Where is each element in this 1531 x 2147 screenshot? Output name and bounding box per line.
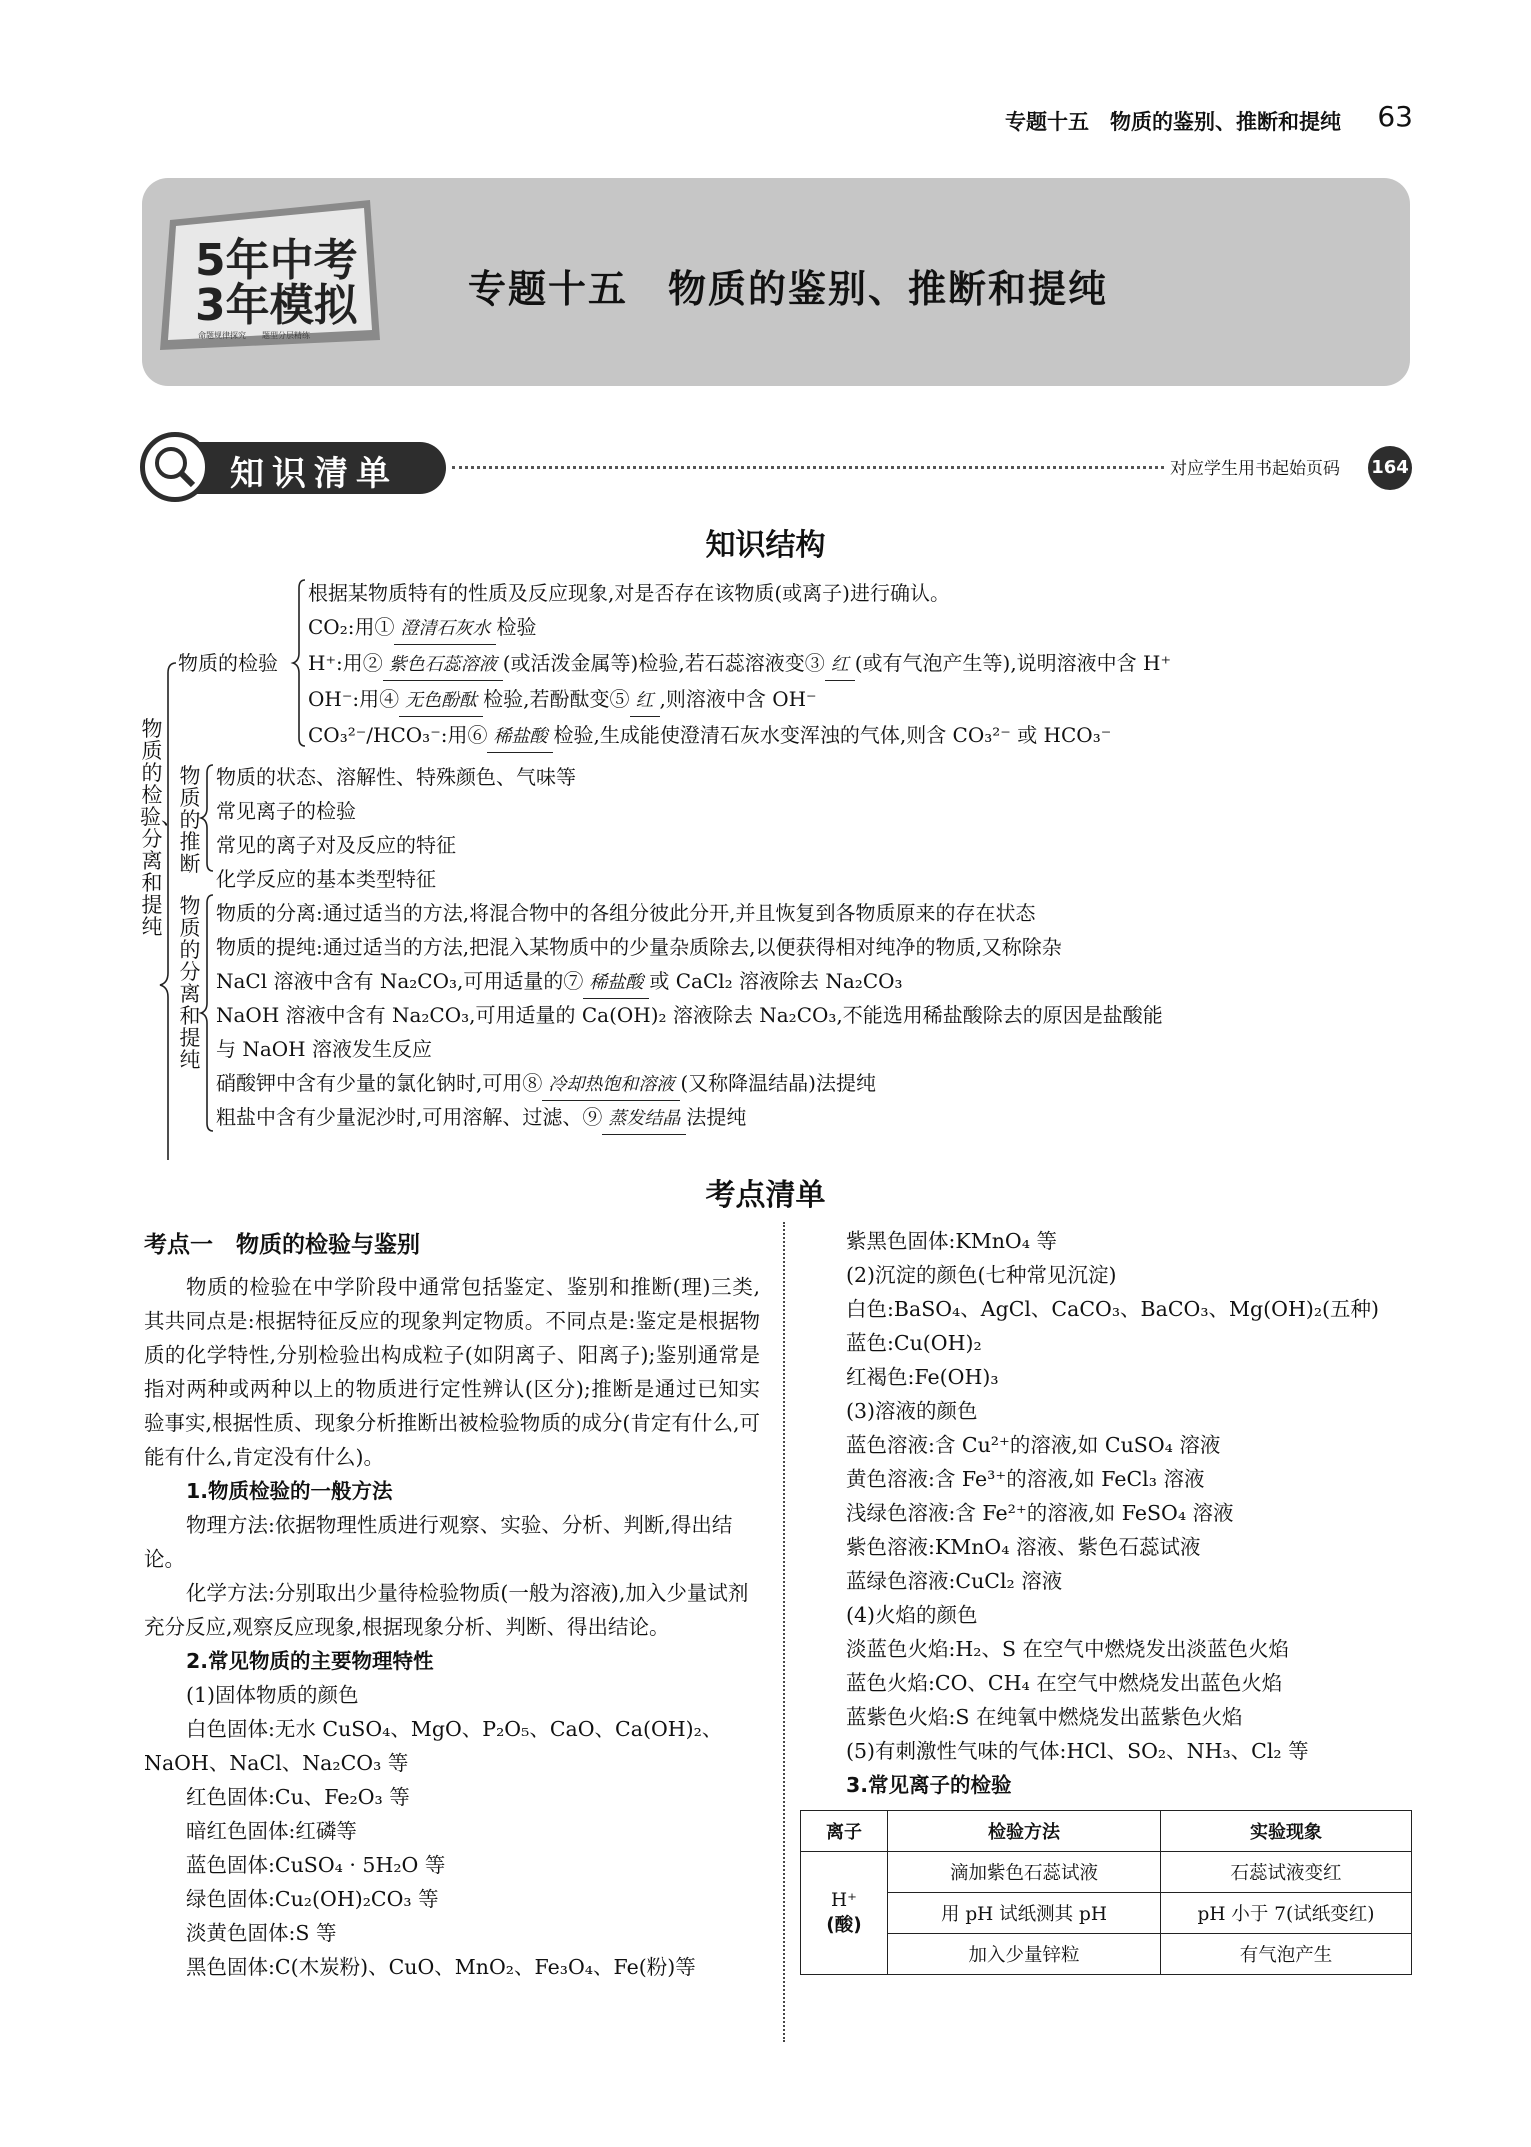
tree-root-label: 物质的检验、分离和提纯 xyxy=(140,717,182,939)
paragraph: 黑色固体:C(木炭粉)、CuO、MnO₂、Fe₃O₄、Fe(粉)等 xyxy=(186,1955,696,1979)
table-cell: 石蕊试液变红 xyxy=(1161,1852,1412,1893)
paragraph: 紫黑色固体:KMnO₄ 等 xyxy=(846,1229,1057,1253)
tree-leaf: OH⁻:用④ 无色酚酞 检验,若酚酞变⑤ 红 ,则溶液中含 OH⁻ xyxy=(308,684,817,717)
table-cell: 用 pH 试纸测其 pH xyxy=(888,1893,1161,1934)
tree-leaf: 物质的状态、溶解性、特殊颜色、气味等 xyxy=(216,765,576,789)
table-row xyxy=(801,1934,1412,1975)
answer-blank: 无色酚酞 xyxy=(399,686,483,717)
paragraph: 蓝色:Cu(OH)₂ xyxy=(846,1331,982,1355)
tree-leaf: NaCl 溶液中含有 Na₂CO₃,可用适量的⑦ 稀盐酸 或 CaCl₂ 溶液除去 Na₂CO₃ xyxy=(216,966,903,999)
tree-branch-inference: 物质的推断 xyxy=(179,764,201,876)
column-header: 离子 xyxy=(801,1811,888,1852)
paragraph: 淡黄色固体:S 等 xyxy=(186,1921,337,1945)
paragraph: 白色固体:无水 CuSO₄、MgO、P₂O₅、CaO、Ca(OH)₂、NaOH、NaCl、Na₂CO₃ 等 xyxy=(144,1717,723,1775)
paragraph: 黄色溶液:含 Fe³⁺的溶液,如 FeCl₃ 溶液 xyxy=(846,1467,1205,1491)
paragraph: 白色:BaSO₄、AgCl、CaCO₃、BaCO₃、Mg(OH)₂(五种) xyxy=(846,1297,1380,1321)
tree-leaf: 常见离子的检验 xyxy=(216,799,356,823)
answer-blank: 红 xyxy=(825,650,855,681)
column-divider xyxy=(783,1222,785,2042)
tree-leaf: NaOH 溶液中含有 Na₂CO₃,可用适量的 Ca(OH)₂ 溶液除去 Na₂CO₃,不能选用稀盐酸除去的原因是盐酸能 xyxy=(216,1003,1163,1027)
table-cell: 加入少量锌粒 xyxy=(888,1934,1161,1975)
answer-blank: 稀盐酸 xyxy=(487,722,553,753)
reference-label: 对应学生用书起始页码 xyxy=(1170,459,1340,479)
tree-leaf: H⁺:用② 紫色石蕊溶液 (或活泼金属等)检验,若石蕊溶液变③ 红 (或有气泡产生等),说明溶液中含 H⁺ xyxy=(308,648,1171,681)
answer-blank: 红 xyxy=(630,686,660,717)
tree-branch-detection: 物质的检验 xyxy=(178,651,278,675)
paragraph: 淡蓝色火焰:H₂、S 在空气中燃烧发出淡蓝色火焰 xyxy=(846,1637,1290,1661)
paragraph: (2)沉淀的颜色(七种常见沉淀) xyxy=(846,1263,1117,1287)
paragraph: 蓝色溶液:含 Cu²⁺的溶液,如 CuSO₄ 溶液 xyxy=(846,1433,1221,1457)
paragraph: 绿色固体:Cu₂(OH)₂CO₃ 等 xyxy=(186,1887,439,1911)
tree-branch-separation: 物质的分离和提纯 xyxy=(179,894,201,1072)
paragraph: (4)火焰的颜色 xyxy=(846,1603,978,1627)
paragraph: 物质的检验在中学阶段中通常包括鉴定、鉴别和推断(理)三类,其共同点是:根据特征反应的现象判定物质。不同点是:鉴定是根据物质的化学特性,分别检验出构成粒子(如阴离子、阳离子);鉴别通常是指对两种或两种以上的物质进行定性辨认(区分);推断是通过已知实验事实,根据性质、现象分析推断出被检验物质的成分(肯定有什么,可能有什么,肯定没有什么)。 xyxy=(144,1275,760,1469)
tree-leaf: 物质的提纯:通过适当的方法,把混入某物质中的少量杂质除去,以便获得相对纯净的物质,又称除杂 xyxy=(216,935,1062,959)
table-row xyxy=(801,1852,1412,1893)
paragraph: 蓝色固体:CuSO₄ · 5H₂O 等 xyxy=(186,1853,446,1877)
answer-blank: 冷却热饱和溶液 xyxy=(542,1070,680,1101)
tree-leaf: 硝酸钾中含有少量的氯化钠时,可用⑧ 冷却热饱和溶液 (又称降温结晶)法提纯 xyxy=(216,1068,876,1101)
column-header: 检验方法 xyxy=(888,1811,1161,1852)
tree-leaf: 根据某物质特有的性质及反应现象,对是否存在该物质(或离子)进行确认。 xyxy=(308,581,950,605)
table-row xyxy=(801,1893,1412,1934)
page-number: 63 xyxy=(1377,100,1413,133)
tree-leaf: 与 NaOH 溶液发生反应 xyxy=(216,1037,432,1061)
paragraph: 红色固体:Cu、Fe₂O₃ 等 xyxy=(186,1785,410,1809)
tree-leaf: CO₃²⁻/HCO₃⁻:用⑥ 稀盐酸 检验,生成能使澄清石灰水变浑浊的气体,则含 CO₃²⁻ 或 HCO₃⁻ xyxy=(308,720,1111,753)
subsection-title: 2.常见物质的主要物理特性 xyxy=(186,1649,434,1673)
column-header: 实验现象 xyxy=(1161,1811,1412,1852)
table-header-row xyxy=(801,1811,1412,1852)
paragraph: 暗红色固体:红磷等 xyxy=(186,1819,357,1843)
paragraph: (3)溶液的颜色 xyxy=(846,1399,978,1423)
subsection-title: 3.常见离子的检验 xyxy=(846,1773,1012,1797)
answer-blank: 澄清石灰水 xyxy=(394,614,496,645)
subsection-title: 1.物质检验的一般方法 xyxy=(186,1479,393,1503)
section-title: 知识清单 xyxy=(230,454,398,494)
paragraph: 紫色溶液:KMnO₄ 溶液、紫色石蕊试液 xyxy=(846,1535,1201,1559)
ion-cell: H⁺ (酸) xyxy=(801,1852,888,1975)
svg-text:5年中考: 5年中考 xyxy=(195,235,358,286)
running-title: 专题十五 物质的鉴别、推断和提纯 xyxy=(1005,110,1341,134)
point-title: 考点一 物质的检验与鉴别 xyxy=(144,1232,420,1258)
tree-leaf: 化学反应的基本类型特征 xyxy=(216,867,436,891)
paragraph: (1)固体物质的颜色 xyxy=(186,1683,359,1707)
knowledge-structure-heading: 知识结构 xyxy=(705,528,826,563)
paragraph: 蓝绿色溶液:CuCl₂ 溶液 xyxy=(846,1569,1063,1593)
answer-blank: 紫色石蕊溶液 xyxy=(383,650,503,681)
key-points-heading: 考点清单 xyxy=(705,1178,826,1213)
paragraph: 浅绿色溶液:含 Fe²⁺的溶液,如 FeSO₄ 溶液 xyxy=(846,1501,1234,1525)
chapter-title: 专题十五 物质的鉴别、推断和提纯 xyxy=(468,267,1109,311)
paragraph: 蓝紫色火焰:S 在纯氧中燃烧发出蓝紫色火焰 xyxy=(846,1705,1243,1729)
table-cell: pH 小于 7(试纸变红) xyxy=(1161,1893,1412,1934)
tree-leaf: 物质的分离:通过适当的方法,将混合物中的各组分彼此分开,并且恢复到各物质原来的存在状态 xyxy=(216,901,1036,925)
tree-leaf: CO₂:用① 澄清石灰水 检验 xyxy=(308,612,536,645)
ion-test-table xyxy=(800,1810,1412,1975)
tree-leaf: 粗盐中含有少量泥沙时,可用溶解、过滤、⑨ 蒸发结晶 法提纯 xyxy=(216,1102,746,1135)
reference-page-badge: 164 xyxy=(1368,446,1412,490)
paragraph: 红褐色:Fe(OH)₃ xyxy=(846,1365,999,1389)
paragraph: 物理方法:依据物理性质进行观察、实验、分析、判断,得出结论。 xyxy=(144,1513,733,1571)
paragraph: 化学方法:分别取出少量待检验物质(一般为溶液),加入少量试剂充分反应,观察反应现象,根据现象分析、判断、得出结论。 xyxy=(144,1581,749,1639)
answer-blank: 稀盐酸 xyxy=(583,968,649,999)
table-cell: 滴加紫色石蕊试液 xyxy=(888,1852,1161,1893)
svg-text:命题规律探究 题型分层精练: 命题规律探究 题型分层精练 xyxy=(198,331,310,340)
tree-leaf: 常见的离子对及反应的特征 xyxy=(216,833,456,857)
paragraph: 蓝色火焰:CO、CH₄ 在空气中燃烧发出蓝色火焰 xyxy=(846,1671,1283,1695)
left-column xyxy=(144,1228,760,1984)
right-column xyxy=(846,1224,1410,1802)
answer-blank: 蒸发结晶 xyxy=(602,1104,686,1135)
table-cell: 有气泡产生 xyxy=(1161,1934,1412,1975)
svg-text:3年模拟: 3年模拟 xyxy=(195,280,358,331)
paragraph: (5)有刺激性气味的气体:HCl、SO₂、NH₃、Cl₂ 等 xyxy=(846,1739,1309,1763)
